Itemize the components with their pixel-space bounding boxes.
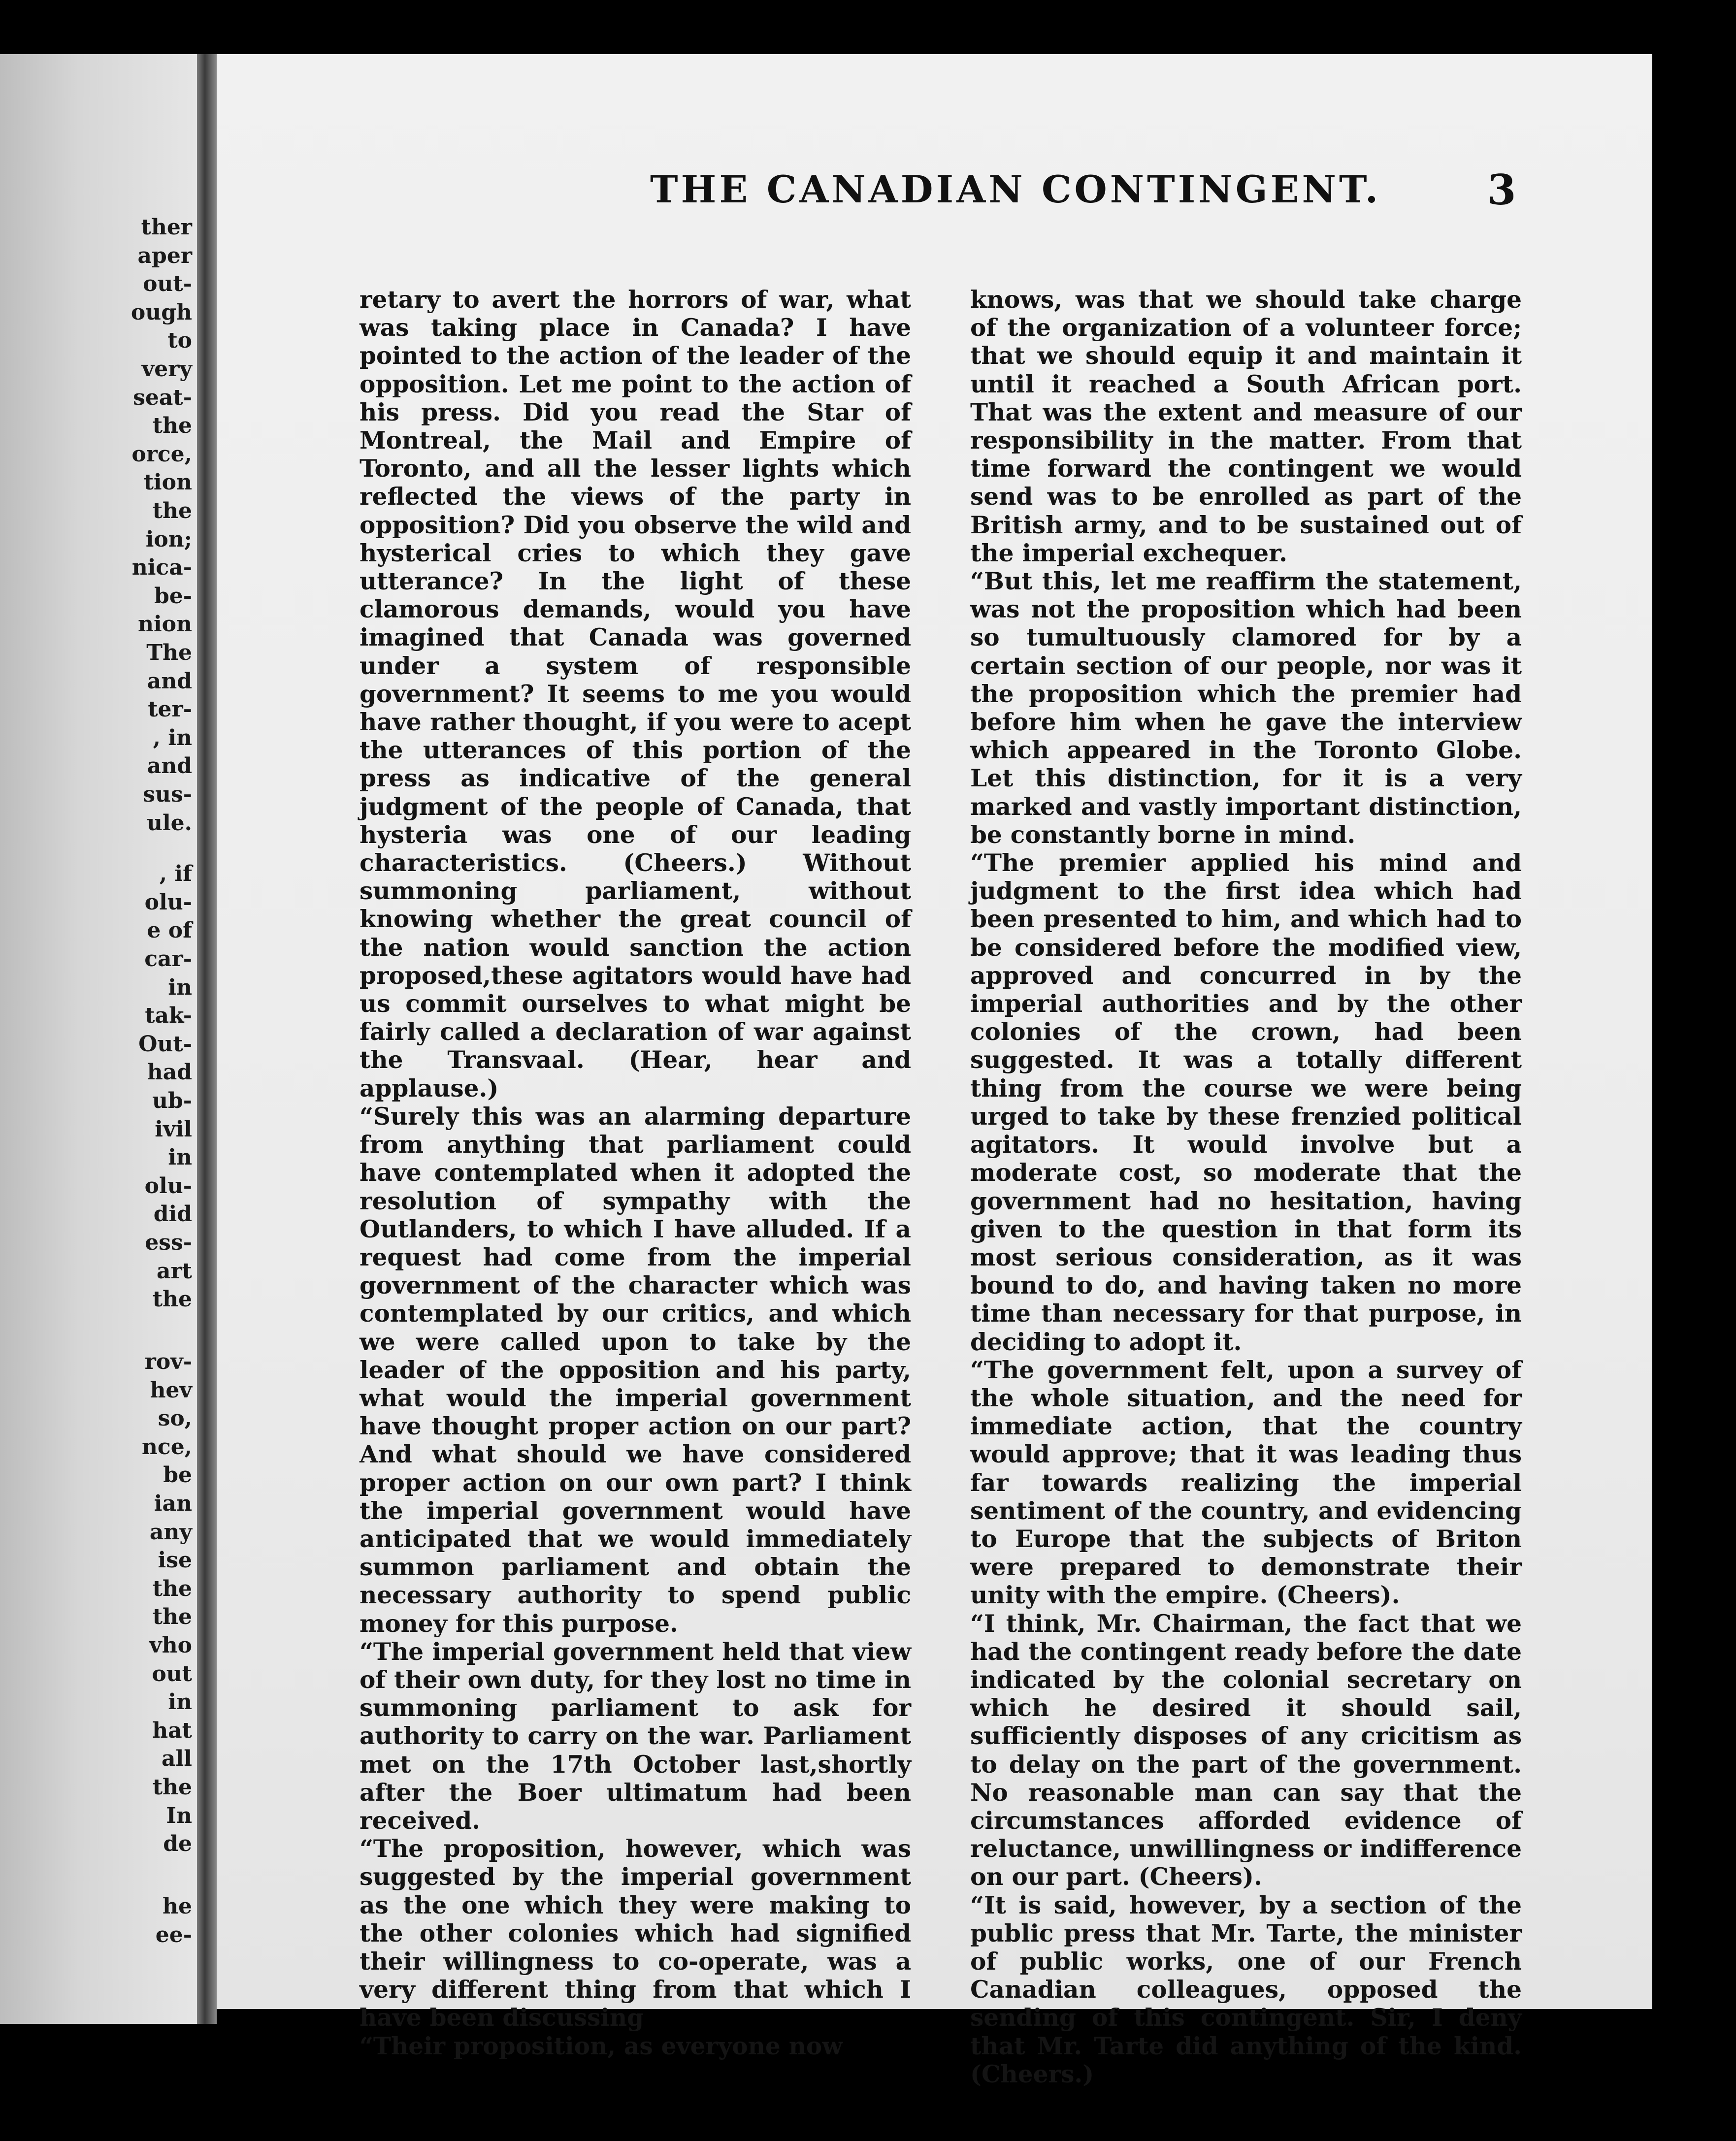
paragraph: “The proposition, however, which was suggested by the imperial government as the one which they were making to the other colonies which had signified their willingness to co-operate, was a very different thing from that which I have been discussing: [360, 1835, 911, 2032]
fragment-text: olu-: [144, 889, 192, 915]
fragment-text: vho: [149, 1633, 192, 1658]
fragment-text: in: [168, 974, 192, 1000]
paragraph: “The government felt, upon a survey of the whole situation, and the need for immediate action, that the country would approve; that it was leading thus far towards realizing the imperial sentiment of the country, and evidencing to Europe that the subjects of Briton were prepared to demonstrate their unity with the empire. (Cheers).: [970, 1356, 1522, 1610]
paragraph: “I think, Mr. Chairman, the fact that we had the contingent ready before the date indicated by the colonial secretary on which he desired it should sail, sufficiently disposes of any cricitism as to delay on the part of the government. No reasonable man can say that the circumstances afforded evidence of reluctance, unwillingness or indifference on our part. (Cheers).: [970, 1609, 1522, 1891]
page-title: THE CANADIAN CONTINGENT.: [650, 167, 1381, 211]
paragraph: knows, was that we should take charge of the organization of a volunteer force; that we should equip it and maintain it until it reached a South African port. That was the extent and measure of our responsibility in the matter. From that time forward the contingent we would send was to be enrolled as part of the British army, and to be sustained out of the imperial exchequer.: [970, 286, 1522, 567]
fragment-text: aper: [137, 243, 192, 268]
fragment-text: nce,: [141, 1434, 192, 1460]
text-column-right: [970, 286, 1522, 2088]
fragment-text: , in: [153, 725, 192, 750]
fragment-text: he: [163, 1893, 192, 1919]
paragraph: retary to avert the horrors of war, what was taking place in Canada? I have pointed to the action of the leader of the opposition. Let me point to the action of his press. Did you read the Star of Montreal, the Mail and Empire of Toronto, and all the lesser lights which reflected the views of the party in opposition? Did you observe the wild and hysterical cries to which they gave utterance? In the light of these clamorous demands, would you have imagined that Canada was governed under a system of responsible government? It seems to me you would have rather thought, if you were to acept the utterances of this portion of the press as indicative of the general judgment of the people of Canada, that hysteria was one of our leading characteristics. (Cheers.) Without summoning parliament, without knowing whether the great council of the nation would sanction the action proposed,these agitators would have had us commit ourselves to what might be fairly called a declaration of war against the Transvaal. (Hear, hear and applause.): [360, 286, 911, 1103]
paragraph: “But this, let me reaffirm the statement, was not the proposition which had been so tumultuously clamored for by a certain section of our people, nor was it the proposition which the premier had before him when he gave the interview which appeared in the Toronto Globe. Let this distinction, for it is a very marked and vastly important distinction, be constantly borne in mind.: [970, 567, 1522, 849]
fragment-text: did: [153, 1201, 192, 1227]
fragment-text: sus-: [143, 782, 192, 807]
fragment-text: ise: [158, 1548, 192, 1573]
adjacent-page-fragment: [0, 54, 197, 2024]
paragraph: “It is said, however, by a section of the public press that Mr. Tarte, the minister of public works, one of our French Canadian colleagues, opposed the sending of this contingent. Sir, I deny that Mr. Tarte did anything of the kind. (Cheers.): [970, 1891, 1522, 2088]
fragment-text: any: [149, 1519, 192, 1545]
fragment-text: ough: [131, 299, 192, 325]
fragment-text: out: [152, 1661, 192, 1687]
fragment-text: in: [168, 1145, 192, 1170]
fragment-text: ion;: [145, 526, 192, 552]
fragment-text: olu-: [144, 1173, 192, 1199]
fragment-text: nica-: [131, 555, 192, 581]
fragment-text: tion: [143, 470, 192, 495]
fragment-text: so,: [158, 1406, 192, 1431]
fragment-text: the: [152, 1775, 192, 1800]
fragment-text: all: [162, 1746, 192, 1772]
paragraph: “The imperial government held that view of their own duty, for they lost no time in summoning parliament to ask for authority to carry on the war. Parliament met on the 17th October last,shortly after the Boer ultimatum had been received.: [360, 1637, 911, 1835]
fragment-text: rov-: [144, 1349, 192, 1374]
fragment-text: had: [147, 1060, 192, 1085]
page-number: 3: [1487, 165, 1516, 214]
fragment-text: ub-: [152, 1088, 192, 1114]
fragment-text: ess-: [145, 1230, 192, 1256]
fragment-text: the: [152, 1576, 192, 1601]
fragment-text: tak-: [145, 1003, 192, 1029]
fragment-text: the: [152, 498, 192, 523]
document-page: [217, 54, 1652, 2088]
fragment-text: out-: [143, 271, 192, 297]
paragraph: “Their proposition, as everyone now: [360, 2032, 843, 2060]
fragment-text: be-: [154, 583, 192, 609]
fragment-text: the: [152, 1287, 192, 1312]
running-header: [217, 167, 1652, 222]
fragment-text: seat-: [133, 385, 192, 410]
fragment-text: be: [163, 1462, 192, 1488]
fragment-text: ee-: [155, 1922, 192, 1947]
fragment-text: ian: [154, 1491, 192, 1516]
fragment-text: Out-: [138, 1031, 192, 1057]
fragment-text: orce,: [131, 441, 192, 467]
paragraph: “The premier applied his mind and judgment to the first idea which had been presented to him, and which had to be considered before the modified view, approved and concurred in by the imperial authorities and by the other colonies of the crown, had been suggested. It was a totally different thing from the course we were being urged to take by these frenzied political agitators. It would involve but a moderate cost, so moderate that the government had no hesitation, having given to the question in that form its most serious consideration, as it was bound to do, and having taken no more time than necessary for that purpose, in deciding to adopt it.: [970, 849, 1522, 1356]
fragment-text: in: [168, 1689, 192, 1715]
fragment-text: hat: [152, 1718, 192, 1743]
fragment-text: nion: [137, 612, 192, 637]
fragment-text: ter-: [148, 697, 192, 722]
fragment-text: ule.: [146, 810, 192, 836]
fragment-text: to: [167, 328, 192, 354]
fragment-text: car-: [144, 946, 192, 972]
fragment-text: de: [163, 1831, 192, 1857]
fragment-text: e of: [147, 918, 192, 943]
fragment-text: hev: [150, 1377, 192, 1403]
fragment-text: , if: [159, 861, 192, 887]
paragraph: “Surely this was an alarming departure from anything that parliament could have contemplated when it adopted the resolution of sympathy with the Outlanders, to which I have alluded. If a request had come from the imperial government of the character which was contemplated by our critics, and which we were called upon to take by the leader of the opposition and his party, what would the imperial government have thought proper action on our part? And what should we have considered proper action on our own part? I think the imperial government would have anticipated that we would immediately summon parliament and obtain the necessary authority to spend public money for this purpose.: [360, 1102, 911, 1638]
fragment-text: art: [156, 1258, 192, 1284]
fragment-text: and: [147, 753, 192, 779]
fragment-text: the: [152, 1604, 192, 1630]
text-column-left: [360, 286, 911, 2060]
fragment-text: In: [166, 1803, 192, 1828]
fragment-text: ivil: [155, 1116, 192, 1142]
scan-border: [1652, 54, 1736, 2141]
fragment-text: very: [141, 357, 192, 382]
fragment-text: the: [152, 413, 192, 439]
fragment-text: The: [146, 640, 192, 665]
fragment-text: ther: [141, 215, 192, 240]
page-gutter: [197, 54, 217, 2024]
fragment-text: and: [147, 668, 192, 694]
